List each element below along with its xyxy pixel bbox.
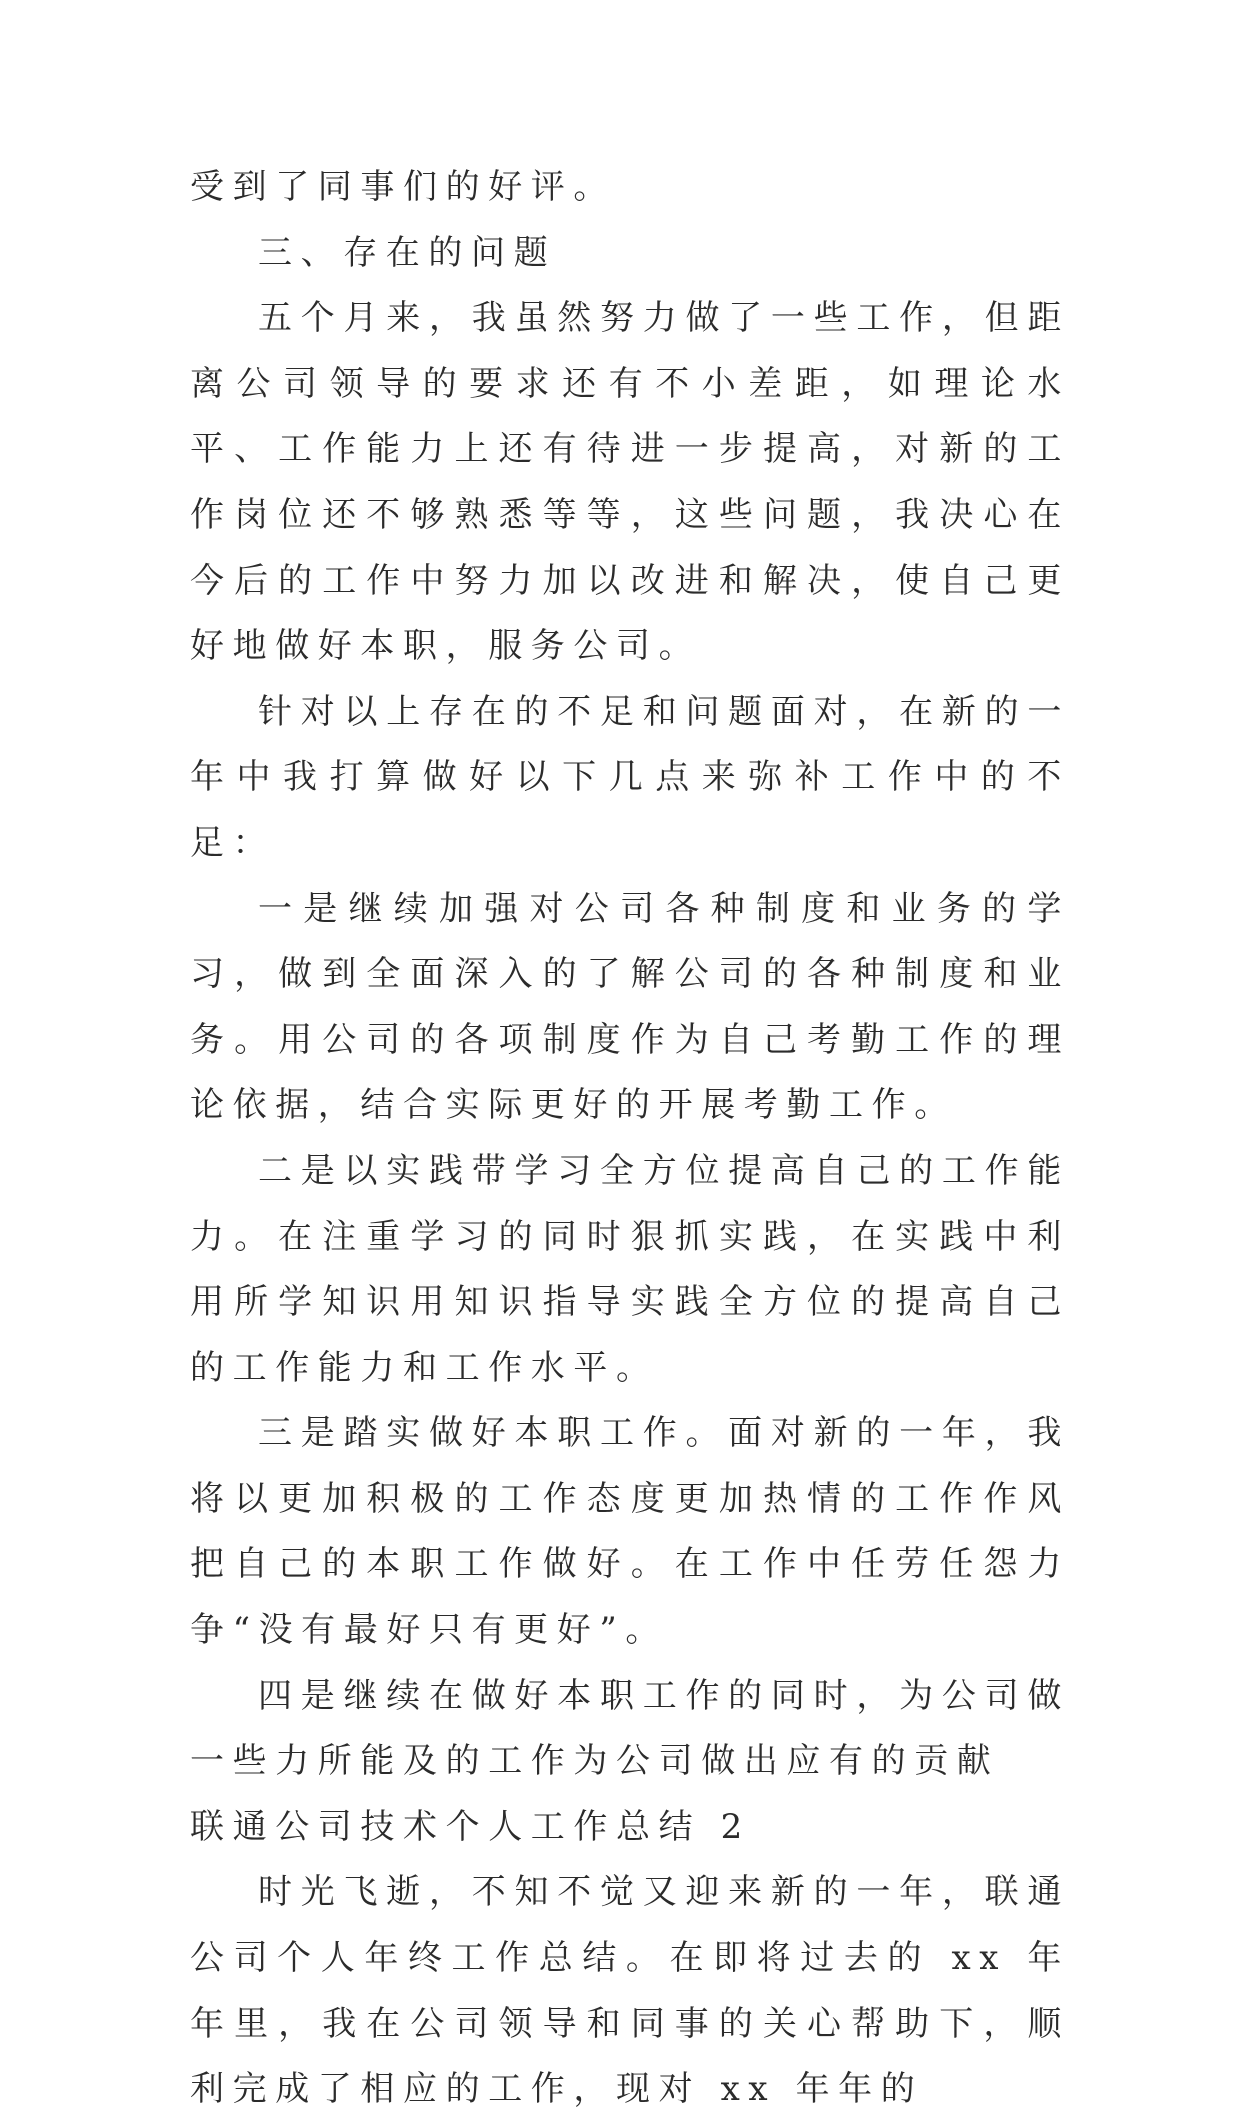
paragraph-4: 针对以上存在的不足和问题面对，在新的一年中我打算做好以下几点来弥补工作中的不足： [190,691,1070,863]
paragraph-6: 二是以实践带学习全方位提高自己的工作能力。在注重学习的同时狠抓实践，在实践中利用所学知识用知识指导实践全方位的提高自己的工作能力和工作水平。 [190,1150,1070,1388]
section-title: 联通公司技术个人工作总结 2 [190,1806,751,1847]
paragraph-8: 四是继续在做好本职工作的同时，为公司做一些力所能及的工作为公司做出应有的贡献 [190,1675,1070,1782]
paragraph-5: 一是继续加强对公司各种制度和业务的学习，做到全面深入的了解公司的各种制度和业务。用公司的各项制度作为自己考勤工作的理论依据，结合实际更好的开展考勤工作。 [190,888,1070,1126]
paragraph-3: 五个月来，我虽然努力做了一些工作，但距离公司领导的要求还有不小差距，如理论水平、工作能力上还有待进一步提高，对新的工作岗位还不够熟悉等等，这些问题，我决心在今后的工作中努力加以改进和解决，使自己更好地做好本职，服务公司。 [190,298,1070,667]
document-body [190,155,1070,2123]
paragraph-1: 受到了同事们的好评。 [190,167,616,207]
closing-paragraph: 时光飞逝，不知不觉又迎来新的一年，联通公司个人年终工作总结。在即将过去的 xx 年年里，我在公司领导和同事的关心帮助下，顺利完成了相应的工作，现对 xx 年年的 [190,1872,1070,2110]
paragraph-7: 三是踏实做好本职工作。面对新的一年，我将以更加积极的工作态度更加热情的工作作风把自己的本职工作做好。在工作中任劳任怨力争“没有最好只有更好”。 [190,1413,1070,1651]
section-heading-problems: 三、存在的问题 [258,232,557,273]
